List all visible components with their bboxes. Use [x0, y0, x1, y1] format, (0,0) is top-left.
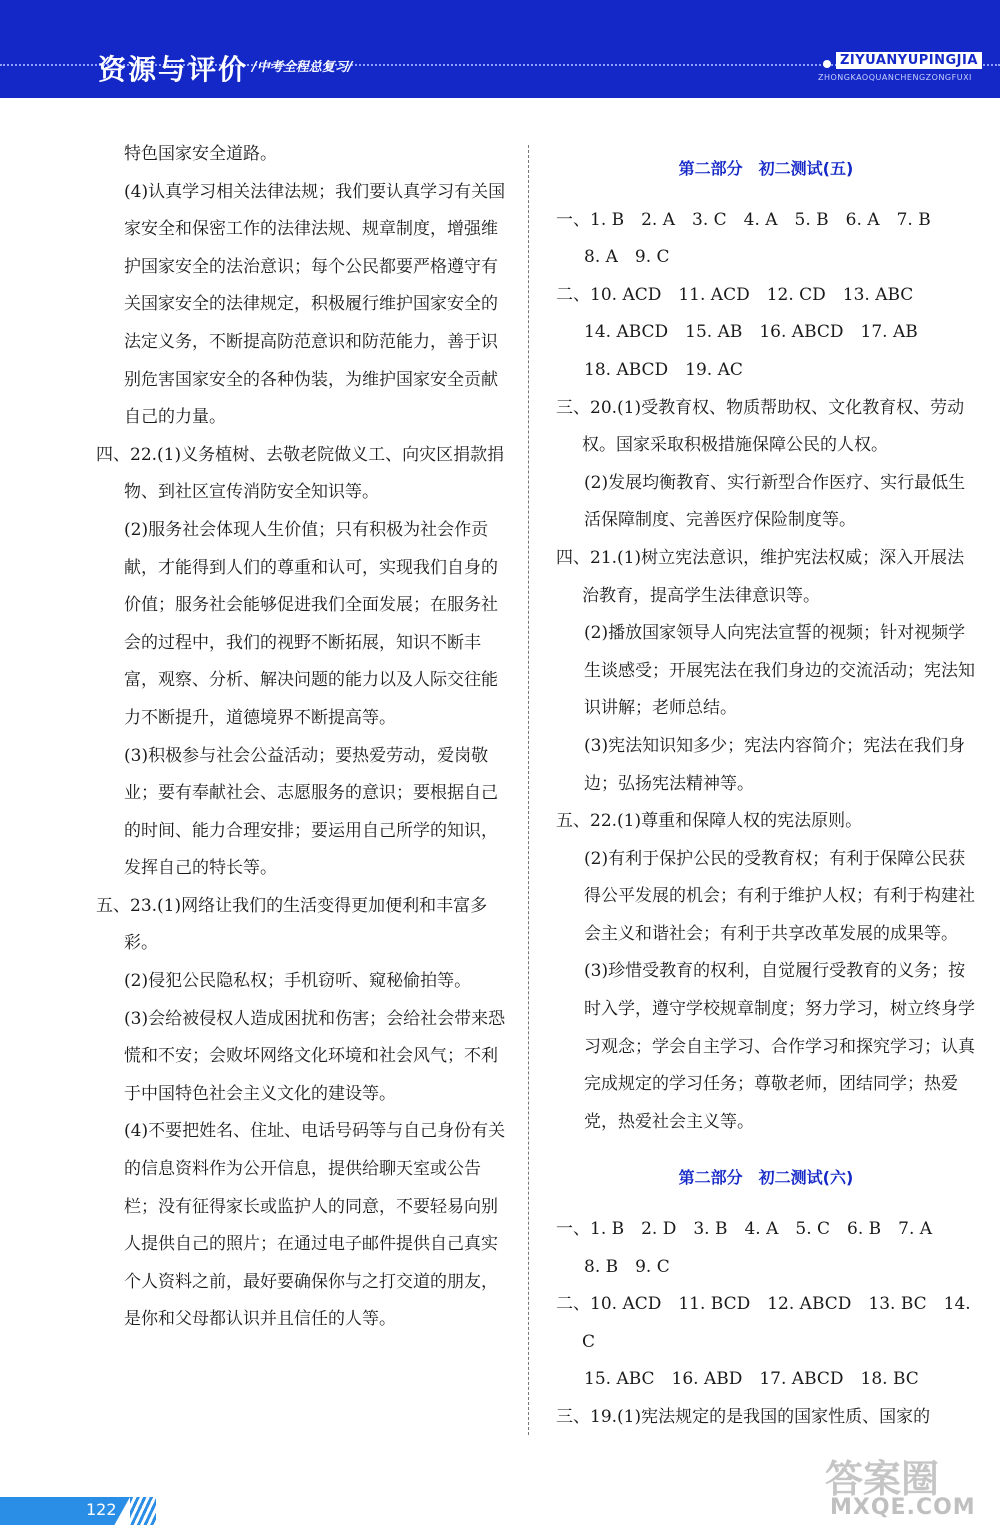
- answer-item: 三、19.(1)宪法规定的是我国的国家性质、国家的: [556, 1407, 931, 1427]
- watermark-logo: 答案圈: [825, 1457, 940, 1501]
- paragraph: (3)宪法知识知多少；宪法内容简介；宪法在我们身边；弘扬宪法精神等。: [584, 735, 966, 794]
- answer-item: 15. ABC 16. ABD 17. ABCD 18. BC: [584, 1369, 919, 1390]
- section-title: 第二部分 初二测试(六): [678, 1168, 854, 1188]
- bullet-icon: [823, 60, 831, 68]
- watermark-url: MXQE.COM: [830, 1495, 976, 1520]
- paragraph: (2)播放国家领导人向宪法宣誓的视频；针对视频学生谈感受；开展宪法在我们身边的交流活动；宪法知识讲解；老师总结。: [584, 623, 975, 719]
- answer-item: 五、23.(1)网络让我们的生活变得更加便利和丰富多彩。: [96, 895, 488, 954]
- paragraph: (2)侵犯公民隐私权；手机窃听、窥秘偷拍等。: [124, 971, 472, 992]
- left-column: [96, 136, 506, 1339]
- answer-item: 二、10. ACD 11. ACD 12. CD 13. ABC: [556, 284, 914, 305]
- answer-item: 8. A 9. C: [584, 247, 670, 268]
- answer-item: 一、1. B 2. A 3. C 4. A 5. B 6. A 7. B: [556, 209, 931, 230]
- paragraph: (3)积极参与社会公益活动；要热爱劳动，爱岗敬业；要有奉献社会、志愿服务的意识；要根据自己的时间、能力合理安排；要运用自己所学的知识，发挥自己的特长等。: [124, 745, 498, 879]
- paragraph: (4)不要把姓名、住址、电话号码等与自己身份有关的信息资料作为公开信息，提供给聊天室或公告栏；没有征得家长或监护人的同意，不要轻易向别人提供自己的照片；在通过电子邮件提供自己真实个人资料之前，最好要确保你与之打交道的朋友，是你和父母都认识并且信任的人等。: [124, 1121, 506, 1330]
- pinyin-tag: ZIYUANYUPINGJIA: [836, 52, 982, 69]
- answer-item: 18. ABCD 19. AC: [584, 359, 743, 380]
- book-subtitle: /中考全程总复习/: [252, 60, 353, 75]
- paragraph: (3)会给被侵权人造成困扰和伤害；会给社会带来恐慌和不安；会败坏网络文化环境和社会风气；不利于中国特色社会主义文化的建设等。: [124, 1008, 506, 1104]
- paragraph: (4)认真学习相关法律法规；我们要认真学习有关国家安全和保密工作的法律法规、规章制度，增强维护国家安全的法治意识；每个公民都要严格遵守有关国家安全的法律规定，积极履行维护国家安全的法定义务，不断提高防范意识和防范能力，善于识别危害国家安全的各种伪装，为维护国家安全贡献自己的力量。: [124, 181, 506, 428]
- section-title: 第二部分 初二测试(五): [678, 159, 854, 178]
- page-header: [0, 0, 1000, 98]
- column-divider: [528, 145, 529, 1435]
- answer-item: 四、21.(1)树立宪法意识，维护宪法权威；深入开展法治教育，提高学生法律意识等。: [556, 547, 965, 606]
- page-number: 122: [86, 1500, 117, 1519]
- answer-item: 8. B 9. C: [584, 1256, 670, 1277]
- answer-item: 二、10. ACD 11. BCD 12. ABCD 13. BC 14. C: [556, 1294, 971, 1352]
- book-title: 资源与评价: [98, 53, 249, 86]
- paragraph: (3)珍惜受教育的权利，自觉履行受教育的义务；按时入学，遵守学校规章制度；努力学习，树立终身学习观念；学会自主学习、合作学习和探究学习；认真完成规定的学习任务；尊敬老师，团结同学；热爱党，热爱社会主义等。: [584, 961, 975, 1132]
- paragraph: 特色国家安全道路。: [124, 144, 277, 164]
- right-column: [556, 136, 976, 1437]
- paragraph: (2)有利于保护公民的受教育权；有利于保障公民获得公平发展的机会；有利于维护人权；有利于构建社会主义和谐社会；有利于共享改革发展的成果等。: [584, 848, 975, 944]
- answer-item: 14. ABCD 15. AB 16. ABCD 17. AB: [584, 322, 918, 343]
- answer-item: 五、22.(1)尊重和保障人权的宪法原则。: [556, 811, 863, 832]
- paragraph: (2)发展均衡教育、实行新型合作医疗、实行最低生活保障制度、完善医疗保险制度等。: [584, 472, 966, 531]
- paragraph: (2)服务社会体现人生价值；只有积极为社会作贡献，才能得到人们的尊重和认可，实现我们自身的价值；服务社会能够促进我们全面发展；在服务社会的过程中，我们的视野不断拓展，知识不断丰富，观察、分析、解决问题的能力以及人际交往能力不断提升，道德境界不断提高等。: [124, 519, 498, 728]
- answer-item: 三、20.(1)受教育权、物质帮助权、文化教育权、劳动权。国家采取积极措施保障公民的人权。: [556, 397, 965, 456]
- pinyin-subtag: ZHONGKAOQUANCHENGZONGFUXI: [818, 73, 972, 82]
- stripe-decoration: [130, 1497, 156, 1525]
- answer-item: 一、1. B 2. D 3. B 4. A 5. C 6. B 7. A: [556, 1219, 933, 1240]
- answer-item: 四、22.(1)义务植树、去敬老院做义工、向灾区捐款捐物、到社区宣传消防安全知识等。: [96, 444, 505, 503]
